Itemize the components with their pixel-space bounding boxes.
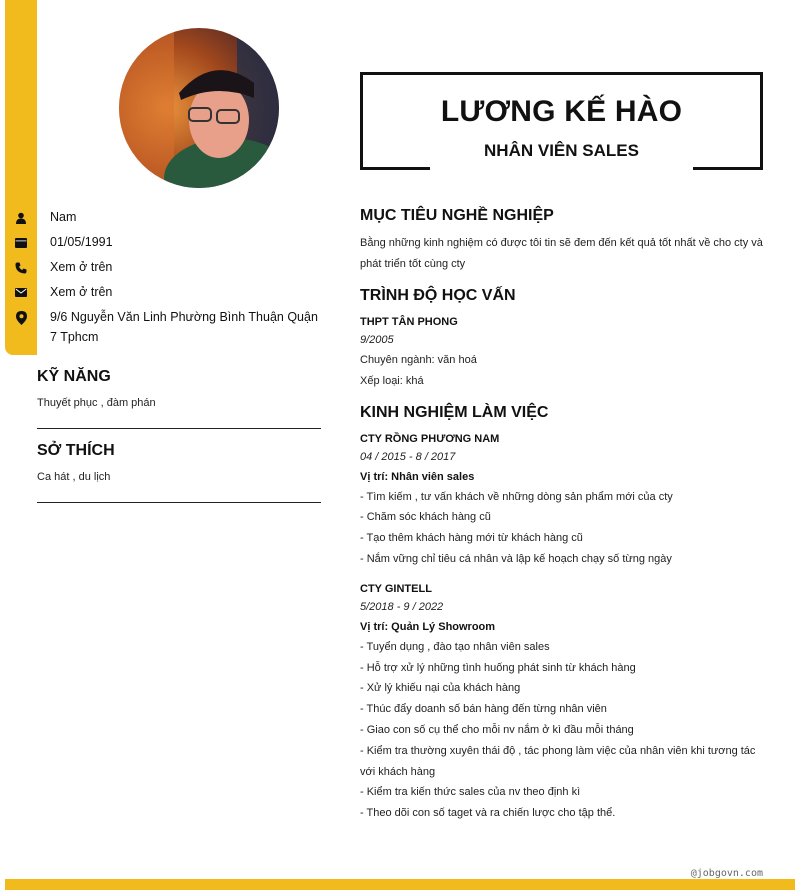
job-duty: - Chăm sóc khách hàng cũ: [360, 511, 491, 524]
job-duty: - Xử lý khiếu nại của khách hàng: [360, 682, 521, 695]
name-header-box: [360, 72, 763, 170]
job-duty: - Giao con số cụ thể cho mỗi nv nắm ở kì đầu mỗi tháng: [360, 723, 634, 736]
job-duty: - Tạo thêm khách hàng mới từ khách hàng cũ: [360, 532, 583, 545]
contact-gender: [5, 207, 325, 228]
job-position: Vị trí: Nhân viên sales: [360, 470, 475, 483]
education-rank: Xếp loại: khá: [360, 374, 424, 387]
job-duty: - Thúc đẩy doanh số bán hàng đến từng nhân viên: [360, 703, 607, 716]
main-column: [360, 207, 764, 836]
job-duty: - Tuyển dụng , đào tạo nhân viên sales: [360, 640, 550, 653]
objective-heading: MỤC TIÊU NGHỀ NGHIỆP: [360, 207, 554, 224]
calendar-icon: [5, 232, 37, 253]
job-date: 5/2018 - 9 / 2022: [360, 600, 444, 613]
objective-section: [360, 207, 764, 275]
job-company: CTY RỒNG PHƯƠNG NAM: [360, 432, 500, 445]
skills-text: Thuyết phục , đàm phán: [37, 397, 156, 409]
avatar: [119, 28, 279, 188]
contact-list: [5, 207, 325, 351]
skills-section: [37, 368, 321, 429]
contact-phone-value: Xem ở trên: [50, 260, 113, 274]
job-duty: - Theo dõi con số taget và ra chiến lược cho tập thể.: [360, 807, 616, 820]
contact-birthday: [5, 232, 325, 253]
education-heading: TRÌNH ĐỘ HỌC VẤN: [360, 287, 516, 304]
contact-address: [5, 307, 325, 347]
job-entry: [360, 580, 764, 824]
contact-birthday-value: 01/05/1991: [50, 235, 113, 249]
contact-gender-value: Nam: [50, 210, 77, 224]
job-position: Vị trí: Quản Lý Showroom: [360, 620, 496, 633]
school-name: THPT TÂN PHONG: [360, 316, 458, 328]
box-corner-right: [693, 167, 763, 170]
job-duty: - Kiểm tra kiến thức sales của nv theo định kì: [360, 786, 581, 799]
hobbies-heading: SỞ THÍCH: [37, 442, 115, 459]
skills-heading: KỸ NĂNG: [37, 368, 111, 385]
education-major: Chuyên ngành: văn hoá: [360, 354, 477, 366]
box-corner-left: [360, 167, 430, 170]
experience-heading: KINH NGHIỆM LÀM VIỆC: [360, 403, 549, 421]
hobbies-section: [37, 442, 321, 503]
job-duty: - Nắm vững chỉ tiêu cá nhân và lập kế hoạch chạy số từng ngày: [360, 552, 672, 565]
objective-text: Bằng những kinh nghiệm có được tôi tin sẽ đem đến kết quả tốt nhất về cho cty và phát triển tốt cùng cty: [360, 237, 763, 270]
contact-email: [5, 282, 325, 303]
watermark: @jobgovn.com: [690, 868, 763, 879]
education-date: 9/2005: [360, 334, 394, 346]
job-duty: - Kiểm tra thường xuyên thái độ , tác phong làm việc của nhân viên khi tương tác với khách hàng: [360, 744, 756, 778]
education-section: [360, 287, 764, 392]
contact-phone: [5, 257, 325, 278]
job-title: NHÂN VIÊN SALES: [484, 141, 639, 160]
experience-section: [360, 404, 764, 824]
email-icon: [5, 282, 37, 303]
contact-email-value: Xem ở trên: [50, 285, 113, 299]
footer-accent-bar: [5, 879, 795, 890]
job-entry: [360, 430, 764, 570]
job-date: 04 / 2015 - 8 / 2017: [360, 450, 456, 463]
candidate-name: LƯƠNG KẾ HÀO: [440, 95, 683, 128]
job-duty: - Tìm kiếm , tư vấn khách về những dòng sản phẩm mới của cty: [360, 490, 673, 503]
job-company: CTY GINTELL: [360, 582, 432, 595]
phone-icon: [5, 257, 37, 278]
location-pin-icon: [5, 307, 37, 328]
person-icon: [5, 207, 37, 228]
hobbies-text: Ca hát , du lịch: [37, 471, 111, 483]
contact-address-value: 9/6 Nguyễn Văn Linh Phường Bình Thuận Quận 7 Tphcm: [50, 310, 318, 344]
job-duty: - Hỗ trợ xử lý những tình huống phát sinh từ khách hàng: [360, 661, 636, 674]
